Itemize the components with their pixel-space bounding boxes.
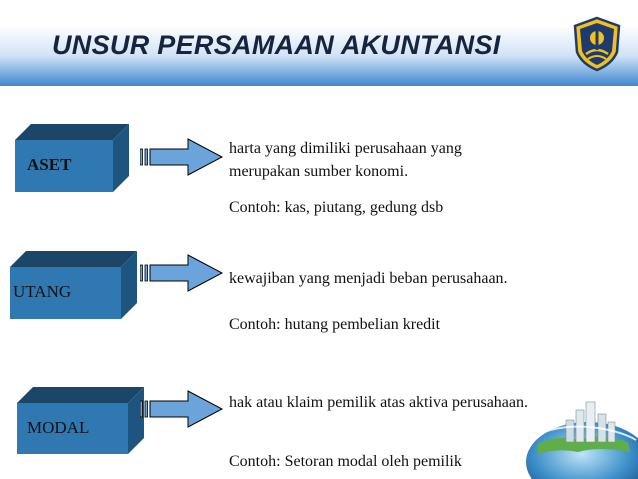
aset-label: ASET: [27, 155, 72, 174]
aset-description-line-2: merupakan sumber konomi.: [229, 163, 409, 180]
utang-label: UTANG: [13, 282, 72, 301]
globe-city-icon: [518, 382, 638, 479]
slide-title: UNSUR PERSAMAAN AKUNTANSI: [52, 30, 501, 60]
aset-description-line-1: harta yang dimiliki perusahaan yang: [229, 140, 462, 157]
aset-description: [229, 137, 462, 183]
utang-description: kewajiban yang menjadi beban perusahaan.: [229, 270, 508, 287]
aset-example: Contoh: kas, piutang, gedung dsb: [229, 199, 444, 216]
modal-example: Contoh: Setoran modal oleh pemilik: [229, 453, 462, 470]
right-arrow-icon: [140, 138, 224, 176]
modal-description: hak atau klaim pemilik atas aktiva perusahaan.: [229, 394, 528, 411]
ministry-emblem-icon: [572, 16, 622, 72]
right-arrow-icon: [140, 254, 224, 292]
slide-header: [0, 0, 638, 86]
modal-label: MODAL: [27, 418, 90, 437]
utang-example: Contoh: hutang pembelian kredit: [229, 316, 441, 333]
right-arrow-icon: [140, 390, 224, 428]
